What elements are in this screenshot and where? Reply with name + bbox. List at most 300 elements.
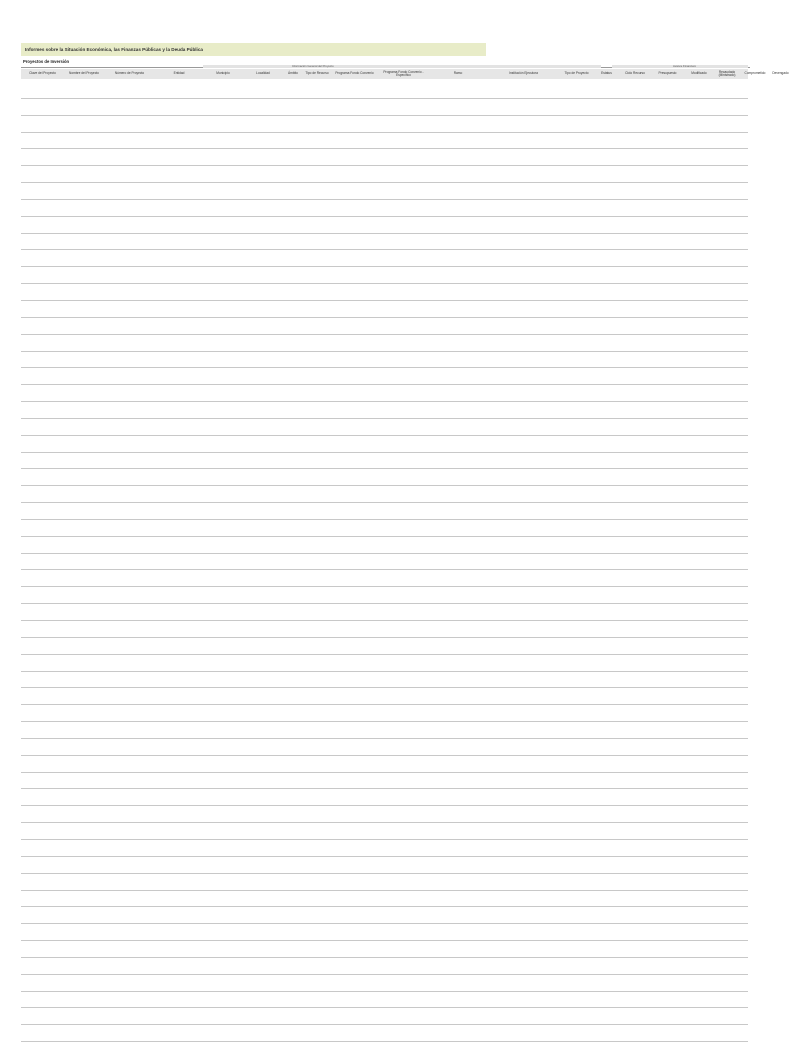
table-cell	[560, 638, 591, 654]
table-cell	[685, 453, 711, 469]
table-cell	[741, 301, 767, 317]
table-cell	[593, 486, 618, 502]
table-cell	[685, 587, 711, 603]
table-cell	[650, 436, 683, 452]
table-cell	[487, 789, 558, 805]
table-cell	[104, 570, 153, 586]
table-cell	[713, 958, 739, 974]
table-cell	[560, 234, 591, 250]
table-cell	[593, 520, 618, 536]
table-row	[21, 99, 748, 116]
table-cell	[64, 891, 102, 907]
table-cell	[243, 570, 281, 586]
table-cell	[487, 133, 558, 149]
table-cell	[769, 453, 790, 469]
table-cell	[713, 773, 739, 789]
table-cell	[769, 537, 790, 553]
table-cell	[685, 133, 711, 149]
table-cell	[769, 975, 790, 991]
table-cell	[429, 1008, 485, 1024]
table-cell	[243, 823, 281, 839]
table-cell	[203, 806, 241, 822]
table-cell	[331, 166, 376, 182]
table-cell	[155, 453, 201, 469]
table-cell	[243, 200, 281, 216]
table-cell	[769, 756, 790, 772]
table-cell	[331, 234, 376, 250]
table-cell	[741, 570, 767, 586]
table-cell	[283, 688, 301, 704]
table-cell	[64, 200, 102, 216]
table-cell	[650, 250, 683, 266]
table-cell	[104, 806, 153, 822]
table-cell	[203, 419, 241, 435]
table-cell	[741, 907, 767, 923]
table-cell	[487, 234, 558, 250]
table-cell	[685, 705, 711, 721]
table-cell	[378, 638, 427, 654]
table-cell	[650, 756, 683, 772]
table-cell	[203, 82, 241, 98]
table-cell	[283, 587, 301, 603]
table-cell	[283, 1008, 301, 1024]
table-cell	[21, 82, 62, 98]
table-cell	[685, 722, 711, 738]
table-cell	[203, 992, 241, 1008]
table-cell	[378, 469, 427, 485]
table-cell	[155, 823, 201, 839]
table-cell	[620, 503, 648, 519]
table-cell	[769, 941, 790, 957]
table-cell	[713, 250, 739, 266]
table-cell	[560, 99, 591, 115]
table-cell	[650, 537, 683, 553]
table-cell	[560, 1008, 591, 1024]
table-cell	[203, 756, 241, 772]
table-cell	[713, 183, 739, 199]
table-cell	[560, 655, 591, 671]
table-cell	[429, 992, 485, 1008]
table-cell	[650, 924, 683, 940]
table-cell	[713, 975, 739, 991]
table-cell	[243, 402, 281, 418]
table-cell	[155, 537, 201, 553]
table-cell	[560, 891, 591, 907]
table-cell	[593, 402, 618, 418]
table-cell	[650, 672, 683, 688]
table-cell	[283, 133, 301, 149]
table-cell	[560, 992, 591, 1008]
table-cell	[593, 284, 618, 300]
table-cell	[713, 385, 739, 401]
table-cell	[155, 722, 201, 738]
table-row	[21, 587, 748, 604]
table-cell	[378, 368, 427, 384]
table-cell	[429, 453, 485, 469]
table-cell	[650, 874, 683, 890]
table-cell	[741, 149, 767, 165]
table-cell	[283, 891, 301, 907]
table-cell	[620, 250, 648, 266]
table-cell	[378, 924, 427, 940]
table-cell	[104, 604, 153, 620]
table-cell	[741, 756, 767, 772]
table-cell	[64, 907, 102, 923]
table-cell	[21, 789, 62, 805]
table-cell	[620, 924, 648, 940]
table-cell	[650, 352, 683, 368]
table-cell	[429, 217, 485, 233]
table-cell	[21, 587, 62, 603]
table-cell	[64, 352, 102, 368]
table-cell	[243, 537, 281, 553]
table-cell	[243, 1025, 281, 1041]
table-cell	[685, 217, 711, 233]
table-cell	[243, 335, 281, 351]
table-cell	[64, 857, 102, 873]
table-cell	[769, 469, 790, 485]
table-cell	[203, 739, 241, 755]
table-cell	[243, 318, 281, 334]
table-cell	[620, 166, 648, 182]
table-row	[21, 688, 748, 705]
table-cell	[685, 840, 711, 856]
table-cell	[487, 453, 558, 469]
table-cell	[769, 234, 790, 250]
table-row	[21, 149, 748, 166]
table-cell	[155, 318, 201, 334]
table-cell	[331, 352, 376, 368]
table-cell	[713, 570, 739, 586]
table-cell	[620, 284, 648, 300]
table-cell	[487, 655, 558, 671]
table-cell	[331, 554, 376, 570]
group-header-financial: Avance Financiero	[673, 64, 697, 68]
table-cell	[378, 200, 427, 216]
table-cell	[155, 352, 201, 368]
table-cell	[713, 402, 739, 418]
table-cell	[560, 267, 591, 283]
table-cell	[104, 486, 153, 502]
table-cell	[429, 133, 485, 149]
table-cell	[560, 688, 591, 704]
table-cell	[487, 402, 558, 418]
table-cell	[155, 133, 201, 149]
table-cell	[685, 907, 711, 923]
table-cell	[303, 385, 329, 401]
table-cell	[429, 604, 485, 620]
table-cell	[620, 789, 648, 805]
table-cell	[713, 419, 739, 435]
table-cell	[203, 554, 241, 570]
table-cell	[769, 857, 790, 873]
table-cell	[769, 806, 790, 822]
table-cell	[769, 116, 790, 132]
table-cell	[593, 554, 618, 570]
table-cell	[378, 537, 427, 553]
table-cell	[203, 250, 241, 266]
table-cell	[429, 537, 485, 553]
table-cell	[487, 874, 558, 890]
table-cell	[303, 907, 329, 923]
table-cell	[203, 1008, 241, 1024]
table-cell	[593, 924, 618, 940]
table-cell	[155, 705, 201, 721]
table-cell	[593, 453, 618, 469]
table-cell	[203, 234, 241, 250]
table-cell	[620, 318, 648, 334]
column-header: Tipo de Recurso	[305, 71, 329, 76]
table-row	[21, 301, 748, 318]
table-cell	[104, 419, 153, 435]
table-cell	[769, 739, 790, 755]
table-cell	[283, 453, 301, 469]
table-cell	[283, 638, 301, 654]
table-cell	[21, 975, 62, 991]
section-title: Proyectos de Inversión	[21, 57, 750, 68]
table-cell	[487, 284, 558, 300]
table-cell	[620, 941, 648, 957]
table-cell	[21, 183, 62, 199]
table-cell	[650, 318, 683, 334]
table-cell	[650, 655, 683, 671]
table-cell	[155, 891, 201, 907]
table-cell	[283, 857, 301, 873]
table-cell	[64, 183, 102, 199]
table-cell	[21, 907, 62, 923]
table-cell	[331, 688, 376, 704]
table-cell	[429, 419, 485, 435]
table-cell	[685, 385, 711, 401]
table-cell	[283, 486, 301, 502]
table-cell	[429, 284, 485, 300]
table-cell	[243, 975, 281, 991]
table-cell	[560, 318, 591, 334]
table-cell	[378, 419, 427, 435]
table-cell	[620, 958, 648, 974]
table-cell	[331, 587, 376, 603]
table-cell	[685, 857, 711, 873]
table-cell	[769, 604, 790, 620]
table-row	[21, 739, 748, 756]
table-cell	[769, 907, 790, 923]
table-cell	[741, 655, 767, 671]
table-cell	[685, 469, 711, 485]
table-cell	[155, 486, 201, 502]
table-cell	[21, 621, 62, 637]
table-cell	[560, 368, 591, 384]
table-cell	[378, 335, 427, 351]
table-cell	[155, 267, 201, 283]
table-cell	[741, 335, 767, 351]
table-cell	[593, 116, 618, 132]
table-cell	[713, 166, 739, 182]
table-cell	[560, 570, 591, 586]
table-cell	[378, 773, 427, 789]
table-cell	[331, 368, 376, 384]
table-cell	[560, 217, 591, 233]
table-cell	[560, 183, 591, 199]
table-cell	[713, 352, 739, 368]
table-cell	[620, 116, 648, 132]
table-cell	[429, 469, 485, 485]
table-cell	[741, 318, 767, 334]
table-cell	[378, 250, 427, 266]
table-cell	[378, 1008, 427, 1024]
table-row	[21, 840, 748, 857]
table-cell	[685, 284, 711, 300]
table-cell	[685, 554, 711, 570]
table-cell	[331, 183, 376, 199]
table-row	[21, 672, 748, 689]
table-cell	[560, 773, 591, 789]
table-cell	[593, 587, 618, 603]
table-cell	[713, 857, 739, 873]
table-cell	[429, 436, 485, 452]
table-cell	[620, 217, 648, 233]
table-cell	[283, 992, 301, 1008]
table-cell	[741, 385, 767, 401]
table-cell	[303, 419, 329, 435]
table-cell	[378, 503, 427, 519]
table-cell	[21, 941, 62, 957]
table-cell	[283, 166, 301, 182]
table-cell	[769, 250, 790, 266]
table-cell	[104, 537, 153, 553]
table-cell	[331, 149, 376, 165]
table-cell	[620, 621, 648, 637]
table-cell	[378, 789, 427, 805]
table-cell	[331, 419, 376, 435]
table-cell	[303, 941, 329, 957]
table-cell	[620, 133, 648, 149]
table-cell	[331, 520, 376, 536]
table-cell	[155, 301, 201, 317]
table-cell	[21, 554, 62, 570]
table-cell	[685, 402, 711, 418]
table-cell	[303, 234, 329, 250]
table-cell	[303, 722, 329, 738]
table-cell	[283, 436, 301, 452]
table-row	[21, 352, 748, 369]
table-cell	[104, 1025, 153, 1041]
table-cell	[650, 958, 683, 974]
table-cell	[303, 840, 329, 856]
table-cell	[283, 975, 301, 991]
table-cell	[378, 486, 427, 502]
table-row	[21, 891, 748, 908]
table-cell	[64, 587, 102, 603]
table-cell	[203, 402, 241, 418]
table-cell	[713, 891, 739, 907]
table-cell	[593, 234, 618, 250]
table-cell	[685, 992, 711, 1008]
table-cell	[104, 368, 153, 384]
table-cell	[283, 520, 301, 536]
table-cell	[560, 672, 591, 688]
table-cell	[769, 99, 790, 115]
table-cell	[593, 166, 618, 182]
table-cell	[104, 267, 153, 283]
table-cell	[685, 335, 711, 351]
table-cell	[769, 267, 790, 283]
table-cell	[620, 149, 648, 165]
table-cell	[429, 267, 485, 283]
table-cell	[487, 166, 558, 182]
table-cell	[155, 250, 201, 266]
table-cell	[64, 469, 102, 485]
table-cell	[155, 840, 201, 856]
table-cell	[560, 133, 591, 149]
table-cell	[560, 739, 591, 755]
table-cell	[378, 840, 427, 856]
table-cell	[713, 638, 739, 654]
table-cell	[741, 234, 767, 250]
table-cell	[303, 99, 329, 115]
table-cell	[769, 638, 790, 654]
table-cell	[303, 672, 329, 688]
table-cell	[303, 789, 329, 805]
table-cell	[713, 655, 739, 671]
table-cell	[243, 891, 281, 907]
table-cell	[741, 992, 767, 1008]
table-cell	[331, 907, 376, 923]
table-cell	[21, 992, 62, 1008]
table-cell	[593, 907, 618, 923]
table-cell	[303, 924, 329, 940]
table-cell	[741, 823, 767, 839]
table-cell	[331, 116, 376, 132]
table-cell	[21, 469, 62, 485]
table-cell	[378, 301, 427, 317]
table-cell	[331, 537, 376, 553]
table-cell	[243, 82, 281, 98]
table-cell	[155, 604, 201, 620]
table-cell	[741, 469, 767, 485]
table-cell	[104, 554, 153, 570]
table-cell	[64, 368, 102, 384]
table-cell	[685, 149, 711, 165]
table-cell	[378, 234, 427, 250]
table-cell	[487, 301, 558, 317]
table-cell	[203, 149, 241, 165]
table-cell	[243, 1008, 281, 1024]
table-cell	[283, 200, 301, 216]
table-cell	[741, 352, 767, 368]
table-cell	[741, 874, 767, 890]
table-cell	[429, 486, 485, 502]
table-cell	[21, 267, 62, 283]
table-cell	[155, 368, 201, 384]
table-cell	[769, 672, 790, 688]
table-cell	[620, 587, 648, 603]
table-row	[21, 907, 748, 924]
table-cell	[593, 149, 618, 165]
table-row	[21, 385, 748, 402]
column-header: Entidad	[173, 71, 185, 76]
table-cell	[104, 402, 153, 418]
table-cell	[620, 402, 648, 418]
table-cell	[331, 722, 376, 738]
table-cell	[741, 958, 767, 974]
table-row	[21, 806, 748, 823]
table-cell	[685, 1025, 711, 1041]
table-cell	[429, 840, 485, 856]
table-cell	[243, 234, 281, 250]
table-cell	[769, 486, 790, 502]
table-cell	[243, 385, 281, 401]
table-cell	[243, 183, 281, 199]
